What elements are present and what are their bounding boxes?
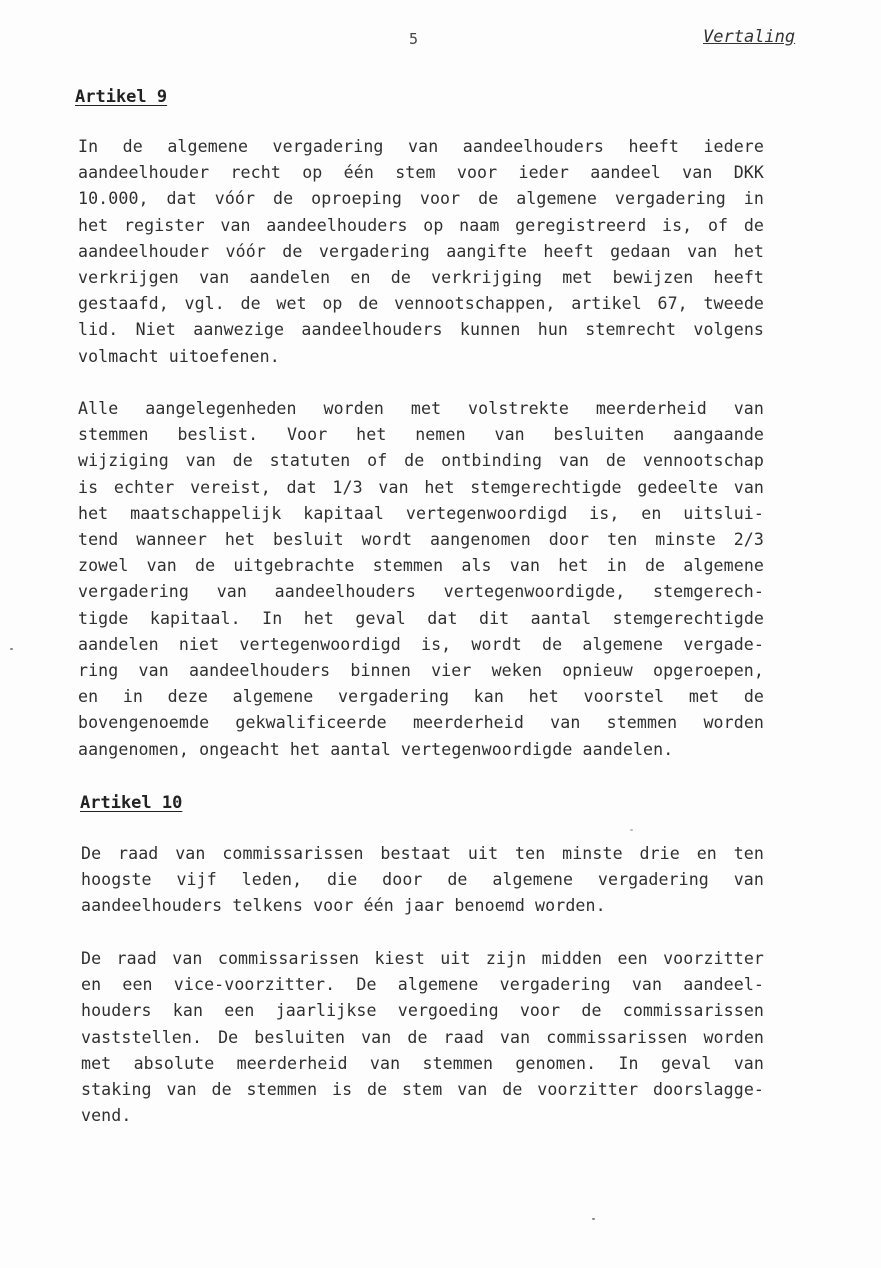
text-line: De raad van commissarissen bestaat uit ten minste drie en ten [81, 844, 764, 863]
translation-label: Vertaling [703, 27, 796, 47]
article-10-heading: Artikel 10 [80, 793, 183, 813]
text-line: Alle aangelegenheden worden met volstrekte meerderheid van [78, 399, 764, 418]
text-line: 10.000, dat vóór de oproeping voor de algemene vergadering in [78, 189, 764, 209]
text-line: aandeelhouders telkens voor één jaar benoemd worden. [81, 896, 606, 916]
scan-speck [592, 1218, 595, 1220]
text-line: In de algemene vergadering van aandeelhouders heeft iedere [78, 137, 764, 156]
article-9-paragraph-2 [78, 396, 764, 763]
text-line: aandeelhouder vóór de vergadering aangifte heeft gedaan van het [78, 241, 764, 261]
text-line: tigde kapitaal. In het geval dat dit aantal stemgerechtigde [78, 608, 764, 628]
text-line: vend. [81, 1106, 132, 1126]
text-line: De raad van commissarissen kiest uit zijn midden een voorzitter [81, 949, 764, 968]
article-10-paragraph-1 [81, 841, 764, 920]
text-line: en in deze algemene vergadering kan het voorstel met de [78, 687, 764, 707]
text-line: lid. Niet aanwezige aandeelhouders kunnen hun stemrecht volgens [78, 320, 764, 340]
article-10-paragraph-2 [81, 946, 764, 1129]
text-line: hoogste vijf leden, die door de algemene vergadering van [81, 870, 764, 890]
text-line: verkrijgen van aandelen en de verkrijging met bewijzen heeft [78, 268, 764, 288]
text-line: zowel van de uitgebrachte stemmen als van het in de algemene [78, 556, 764, 576]
text-line: houders kan een jaarlijkse vergoeding voor de commissarissen [81, 1001, 764, 1021]
text-line: vaststellen. De besluiten van de raad van commissarissen worden [81, 1027, 764, 1047]
page-number: 5 [409, 30, 419, 48]
text-line: stemmen beslist. Voor het nemen van besluiten aangaande [78, 425, 764, 445]
text-line: bovengenoemde gekwalificeerde meerderheid van stemmen worden [78, 713, 764, 733]
text-line: gestaafd, vgl. de wet op de vennootschappen, artikel 67, tweede [78, 294, 764, 314]
text-line: is echter vereist, dat 1/3 van het stemgerechtigde gedeelte van [78, 477, 764, 497]
text-line: wijziging van de statuten of de ontbinding van de vennootschap [78, 451, 764, 471]
text-line: tend wanneer het besluit wordt aangenomen door ten minste 2/3 [78, 530, 764, 550]
text-line: en een vice-voorzitter. De algemene vergadering van aandeel- [81, 975, 764, 995]
text-line: het register van aandeelhouders op naam geregistreerd is, of de [78, 215, 764, 235]
article-9-paragraph-1 [78, 134, 764, 370]
scan-speck [10, 648, 13, 650]
text-line: ring van aandeelhouders binnen vier weken opnieuw opgeroepen, [78, 661, 764, 681]
text-line: vergadering van aandeelhouders vertegenwoordigde, stemgerech- [78, 582, 764, 602]
scan-speck [630, 829, 633, 831]
text-line: aandeelhouder recht op één stem voor ieder aandeel van DKK [78, 163, 764, 183]
text-line: volmacht uitoefenen. [78, 346, 280, 366]
text-line: het maatschappelijk kapitaal vertegenwoordigd is, en uitslui- [78, 503, 764, 523]
text-line: aangenomen, ongeacht het aantal vertegenwoordigde aandelen. [78, 739, 674, 759]
text-line: staking van de stemmen is de stem van de voorzitter doorslagge- [81, 1080, 764, 1100]
text-line: met absolute meerderheid van stemmen genomen. In geval van [81, 1053, 764, 1073]
article-9-heading: Artikel 9 [75, 87, 168, 107]
text-line: aandelen niet vertegenwoordigd is, wordt de algemene vergade- [78, 634, 764, 654]
